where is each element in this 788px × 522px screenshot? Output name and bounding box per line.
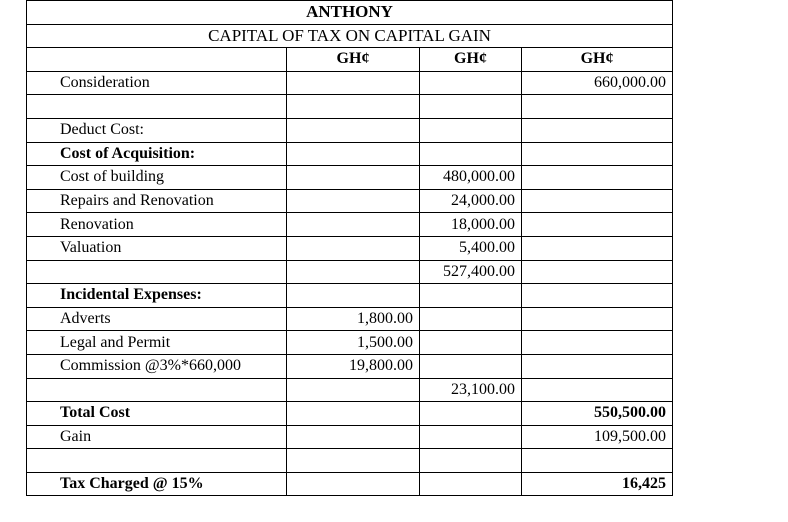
- subtotal-amount: 527,400.00: [420, 260, 522, 284]
- row-amount: 19,800.00: [287, 354, 420, 378]
- table-row: [27, 472, 673, 496]
- sheet-subtitle: CAPITAL OF TAX ON CAPITAL GAIN: [27, 24, 673, 48]
- row-label: Tax Charged @ 15%: [27, 472, 287, 496]
- row-amount: 660,000.00: [522, 71, 673, 95]
- table-row: [27, 331, 673, 355]
- row-label: Cost of building: [27, 166, 287, 190]
- table-row: [27, 189, 673, 213]
- label-header-cell: [27, 48, 287, 72]
- total-cost-amount: 550,500.00: [522, 402, 673, 426]
- row-label: Renovation: [27, 213, 287, 237]
- table-row: [27, 213, 673, 237]
- table-row: [27, 236, 673, 260]
- table-row: [27, 71, 673, 95]
- row-label: Legal and Permit: [27, 331, 287, 355]
- currency-header-row: [27, 48, 673, 72]
- currency-header-3: GH¢: [522, 48, 673, 72]
- row-amount: 5,400.00: [420, 236, 522, 260]
- table-row: [27, 118, 673, 142]
- currency-header-1: GH¢: [287, 48, 420, 72]
- table-row: [27, 260, 673, 284]
- title-row: [27, 1, 673, 25]
- row-label: Total Cost: [27, 402, 287, 426]
- row-amount: 1,500.00: [287, 331, 420, 355]
- table-row: [27, 307, 673, 331]
- gain-amount: 109,500.00: [522, 425, 673, 449]
- tax-amount: 16,425: [522, 472, 673, 496]
- row-amount: 18,000.00: [420, 213, 522, 237]
- row-label: Valuation: [27, 236, 287, 260]
- table-row: [27, 354, 673, 378]
- row-amount: 1,800.00: [287, 307, 420, 331]
- table-row: [27, 166, 673, 190]
- sheet-title: ANTHONY: [27, 1, 673, 25]
- table-row: [27, 142, 673, 166]
- subtotal-amount: 23,100.00: [420, 378, 522, 402]
- subtitle-row: [27, 24, 673, 48]
- table-row: [27, 378, 673, 402]
- row-amount: 24,000.00: [420, 189, 522, 213]
- row-amount: 480,000.00: [420, 166, 522, 190]
- row-label: Adverts: [27, 307, 287, 331]
- currency-header-2: GH¢: [420, 48, 522, 72]
- table-row: [27, 449, 673, 473]
- row-label: Incidental Expenses:: [27, 284, 287, 308]
- row-label: Commission @3%*660,000: [27, 354, 287, 378]
- table-row: [27, 95, 673, 119]
- row-label: Deduct Cost:: [27, 118, 287, 142]
- table-row: [27, 425, 673, 449]
- tax-computation-sheet: [26, 0, 672, 520]
- row-label: Cost of Acquisition:: [27, 142, 287, 166]
- row-label: Repairs and Renovation: [27, 189, 287, 213]
- row-label: Gain: [27, 425, 287, 449]
- table-row: [27, 402, 673, 426]
- row-label: Consideration: [27, 71, 287, 95]
- table-row: [27, 284, 673, 308]
- tax-table: [26, 0, 673, 496]
